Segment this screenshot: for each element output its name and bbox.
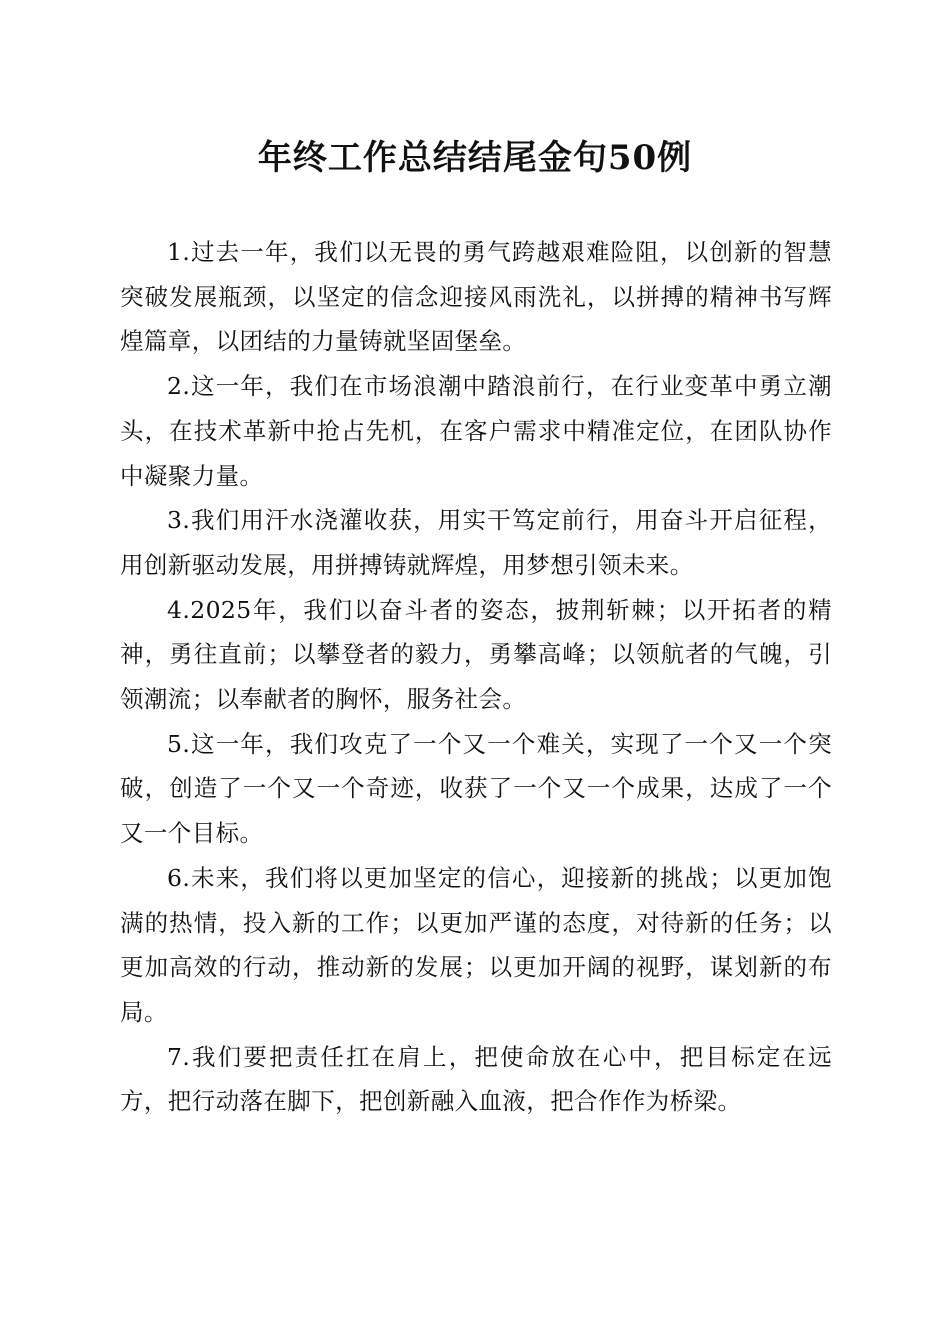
paragraph-5: 5.这一年，我们攻克了一个又一个难关，实现了一个又一个突破，创造了一个又一个奇迹，收获了一个又一个成果，达成了一个又一个目标。 [120,729,832,848]
paragraph-7: 7.我们要把责任扛在肩上，把使命放在心中，把目标定在远方，把行动落在脚下，把创新融入血液，把合作作为桥梁。 [120,1042,832,1116]
paragraph-4: 4.2025年，我们以奋斗者的姿态，披荆斩棘；以开拓者的精神，勇往直前；以攀登者的毅力，勇攀高峰；以领航者的气魄，引领潮流；以奉献者的胸怀，服务社会。 [120,595,832,714]
paragraph-2: 2.这一年，我们在市场浪潮中踏浪前行，在行业变革中勇立潮头，在技术革新中抢占先机，在客户需求中精准定位，在团队协作中凝聚力量。 [120,372,832,490]
document-title: 年终工作总结结尾金句50例 [257,138,693,178]
paragraph-6: 6.未来，我们将以更加坚定的信心，迎接新的挑战；以更加饱满的热情，投入新的工作；以更加严谨的态度，对待新的任务；以更加高效的行动，推动新的发展；以更加开阔的视野，谋划新的布局。 [120,863,832,1026]
paragraph-3: 3.我们用汗水浇灌收获，用实干笃定前行，用奋斗开启征程，用创新驱动发展，用拼搏铸就辉煌，用梦想引领未来。 [120,506,832,579]
paragraph-1: 1.过去一年，我们以无畏的勇气跨越艰难险阻，以创新的智慧突破发展瓶颈，以坚定的信念迎接风雨洗礼，以拼搏的精神书写辉煌篇章，以团结的力量铸就坚固堡垒。 [120,238,832,356]
document-body [120,230,832,1124]
